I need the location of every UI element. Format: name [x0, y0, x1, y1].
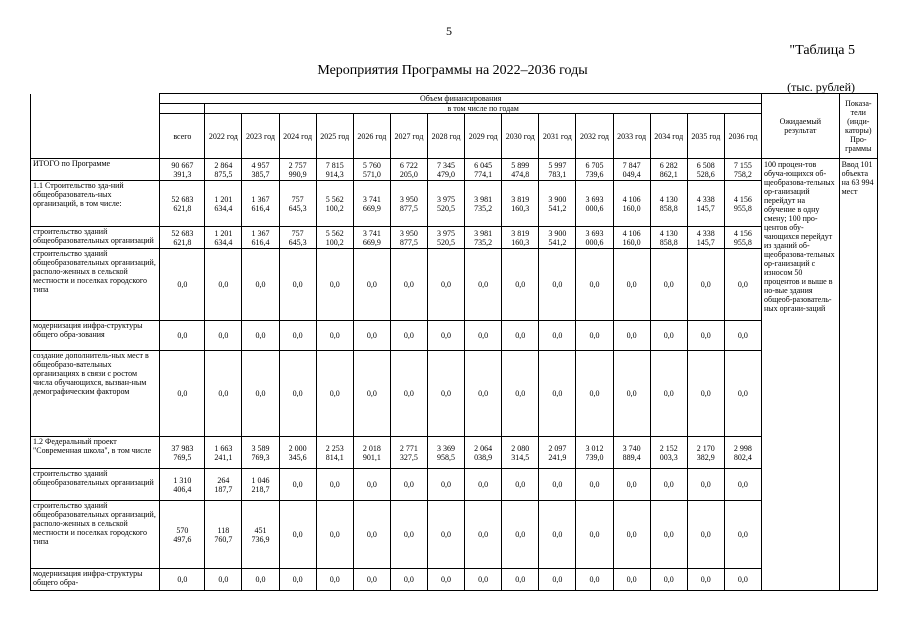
year-value-cell: 3 975 520,5	[427, 181, 464, 227]
row-label: строительство зданий общеобразовательных организаций, располо-женных в сельской местности и поселках городского типа	[31, 501, 160, 569]
year-value-cell: 451 736,9	[242, 501, 279, 569]
year-value-cell: 3 012 739,0	[576, 437, 613, 469]
year-value-cell: 2 080 314,5	[502, 437, 539, 469]
year-value-cell: 0,0	[242, 351, 279, 437]
year-value-cell: 0,0	[539, 351, 576, 437]
year-value-cell: 0,0	[613, 249, 650, 321]
total-cell: 52 683 621,8	[160, 227, 205, 249]
year-value-cell: 0,0	[539, 501, 576, 569]
year-value-cell: 0,0	[279, 321, 316, 351]
year-value-cell: 0,0	[205, 569, 242, 591]
year-value-cell: 5 562 100,2	[316, 181, 353, 227]
year-value-cell: 3 819 160,3	[502, 227, 539, 249]
year-header: 2032 год	[576, 114, 613, 159]
row-label: модернизация инфра-структуры общего обра-	[31, 569, 160, 591]
table-row	[31, 437, 878, 469]
row-label: создание дополнитель-ных мест в общеобразо-вательных организациях в связи с ростом числа обучающихся, вызван-ным демографическим фактором	[31, 351, 160, 437]
year-value-cell: 3 950 877,5	[390, 227, 427, 249]
year-value-cell: 0,0	[502, 569, 539, 591]
year-value-cell: 2 018 901,1	[353, 437, 390, 469]
year-value-cell: 0,0	[427, 351, 464, 437]
year-value-cell: 0,0	[724, 469, 761, 501]
year-value-cell: 0,0	[353, 469, 390, 501]
year-value-cell: 0,0	[205, 249, 242, 321]
year-value-cell: 0,0	[650, 501, 687, 569]
total-header-spacer	[160, 104, 205, 114]
year-value-cell: 0,0	[576, 469, 613, 501]
year-value-cell: 0,0	[687, 569, 724, 591]
year-value-cell: 264 187,7	[205, 469, 242, 501]
row-label: строительство зданий общеобразовательных организаций, располо-женных в сельской местности и поселках городского типа	[31, 249, 160, 321]
table-row	[31, 249, 878, 321]
year-value-cell: 3 589 769,3	[242, 437, 279, 469]
year-value-cell: 0,0	[613, 469, 650, 501]
year-header: 2026 год	[353, 114, 390, 159]
year-value-cell: 0,0	[650, 321, 687, 351]
year-value-cell: 0,0	[613, 351, 650, 437]
year-value-cell: 0,0	[279, 569, 316, 591]
row-label: строительство зданий общеобразовательных организаций	[31, 469, 160, 501]
year-value-cell: 2 097 241,9	[539, 437, 576, 469]
year-value-cell: 0,0	[279, 249, 316, 321]
year-value-cell: 4 338 145,7	[687, 227, 724, 249]
year-value-cell: 5 760 571,0	[353, 159, 390, 181]
year-value-cell: 4 106 160,0	[613, 227, 650, 249]
year-value-cell: 2 152 003,3	[650, 437, 687, 469]
year-value-cell: 2 998 802,4	[724, 437, 761, 469]
total-cell: 570 497,6	[160, 501, 205, 569]
year-value-cell: 6 045 774,1	[465, 159, 502, 181]
year-value-cell: 0,0	[687, 321, 724, 351]
year-value-cell: 1 201 634,4	[205, 181, 242, 227]
program-activities-table	[30, 93, 878, 591]
year-value-cell: 6 722 205,0	[390, 159, 427, 181]
year-value-cell: 0,0	[687, 469, 724, 501]
total-cell: 0,0	[160, 569, 205, 591]
year-value-cell: 0,0	[353, 501, 390, 569]
result-header: Ожидаемый результат	[762, 94, 840, 159]
year-value-cell: 3 981 735,2	[465, 181, 502, 227]
expected-result-cell: 100 процен-тов обуча-ющихся об-щеобразова-тельных ор-ганизаций перейдут на обучение в одну смену; 100 про-центов обу-чающихся перейдут из зданий об-щеобразова-тельных ор-ганизаций с износом 50 процентов и выше в но-вые здания общеоб-разователь-ных органи-заций	[762, 159, 840, 591]
year-value-cell: 3 975 520,5	[427, 227, 464, 249]
year-value-cell: 0,0	[724, 501, 761, 569]
year-value-cell: 0,0	[465, 249, 502, 321]
year-value-cell: 0,0	[353, 249, 390, 321]
year-value-cell: 1 663 241,1	[205, 437, 242, 469]
year-value-cell: 0,0	[316, 321, 353, 351]
year-value-cell: 0,0	[539, 249, 576, 321]
year-header: 2023 год	[242, 114, 279, 159]
year-value-cell: 1 201 634,4	[205, 227, 242, 249]
table-row	[31, 501, 878, 569]
total-cell: 0,0	[160, 249, 205, 321]
year-value-cell: 0,0	[576, 569, 613, 591]
year-value-cell: 757 645,3	[279, 227, 316, 249]
year-value-cell: 3 693 000,6	[576, 181, 613, 227]
year-value-cell: 0,0	[427, 569, 464, 591]
name-header-cell	[31, 94, 160, 104]
table-row	[31, 321, 878, 351]
funding-header: Объем финансирования	[160, 94, 762, 104]
total-header: всего	[160, 114, 205, 159]
year-value-cell: 0,0	[279, 501, 316, 569]
year-value-cell: 0,0	[242, 249, 279, 321]
year-value-cell: 0,0	[539, 569, 576, 591]
year-value-cell: 0,0	[390, 321, 427, 351]
year-value-cell: 3 950 877,5	[390, 181, 427, 227]
year-value-cell: 0,0	[502, 351, 539, 437]
year-value-cell: 3 741 669,9	[353, 181, 390, 227]
year-header: 2036 год	[724, 114, 761, 159]
year-value-cell: 3 819 160,3	[502, 181, 539, 227]
year-value-cell: 0,0	[465, 501, 502, 569]
year-value-cell: 0,0	[279, 469, 316, 501]
year-value-cell: 0,0	[390, 569, 427, 591]
year-value-cell: 0,0	[502, 249, 539, 321]
name-header-cell	[31, 114, 160, 159]
table-row	[31, 181, 878, 227]
document-title: Мероприятия Программы на 2022–2036 годы	[317, 63, 588, 78]
page-number: 5	[446, 24, 452, 38]
year-value-cell: 0,0	[687, 351, 724, 437]
year-value-cell: 0,0	[724, 249, 761, 321]
year-value-cell: 0,0	[390, 249, 427, 321]
total-cell: 90 667 391,3	[160, 159, 205, 181]
units-label: (тыс. рублей)	[787, 80, 855, 94]
year-value-cell: 0,0	[650, 569, 687, 591]
year-header: 2035 год	[687, 114, 724, 159]
year-value-cell: 1 367 616,4	[242, 227, 279, 249]
year-header: 2024 год	[279, 114, 316, 159]
year-value-cell: 4 156 955,8	[724, 181, 761, 227]
year-value-cell: 5 899 474,8	[502, 159, 539, 181]
year-value-cell: 0,0	[242, 569, 279, 591]
table-row	[31, 351, 878, 437]
year-value-cell: 0,0	[316, 569, 353, 591]
year-header: 2034 год	[650, 114, 687, 159]
year-value-cell: 5 562 100,2	[316, 227, 353, 249]
year-value-cell: 0,0	[576, 351, 613, 437]
year-value-cell: 0,0	[205, 321, 242, 351]
year-value-cell: 0,0	[576, 501, 613, 569]
year-value-cell: 2 000 345,6	[279, 437, 316, 469]
year-value-cell: 0,0	[390, 351, 427, 437]
total-cell: 0,0	[160, 321, 205, 351]
year-value-cell: 0,0	[650, 469, 687, 501]
year-value-cell: 3 693 000,6	[576, 227, 613, 249]
year-value-cell: 0,0	[724, 569, 761, 591]
year-value-cell: 0,0	[205, 351, 242, 437]
year-value-cell: 4 130 858,8	[650, 227, 687, 249]
year-value-cell: 0,0	[576, 249, 613, 321]
year-value-cell: 0,0	[316, 501, 353, 569]
year-value-cell: 0,0	[613, 569, 650, 591]
year-value-cell: 4 338 145,7	[687, 181, 724, 227]
year-value-cell: 0,0	[465, 569, 502, 591]
year-value-cell: 7 815 914,3	[316, 159, 353, 181]
year-value-cell: 0,0	[724, 321, 761, 351]
year-value-cell: 0,0	[242, 321, 279, 351]
total-cell: 52 683 621,8	[160, 181, 205, 227]
year-header: 2025 год	[316, 114, 353, 159]
year-value-cell: 4 957 385,7	[242, 159, 279, 181]
year-value-cell: 0,0	[427, 501, 464, 569]
year-value-cell: 6 282 862,1	[650, 159, 687, 181]
year-value-cell: 7 847 049,4	[613, 159, 650, 181]
year-value-cell: 118 760,7	[205, 501, 242, 569]
year-value-cell: 2 064 038,9	[465, 437, 502, 469]
year-header: 2028 год	[427, 114, 464, 159]
year-value-cell: 3 369 958,5	[427, 437, 464, 469]
total-cell: 37 983 769,5	[160, 437, 205, 469]
year-value-cell: 0,0	[724, 351, 761, 437]
year-value-cell: 0,0	[502, 501, 539, 569]
year-value-cell: 0,0	[465, 351, 502, 437]
year-value-cell: 0,0	[353, 569, 390, 591]
table-row	[31, 569, 878, 591]
table-label: "Таблица 5	[789, 43, 855, 58]
row-label: строительство зданий общеобразовательных организаций	[31, 227, 160, 249]
year-value-cell: 0,0	[465, 321, 502, 351]
year-header: 2022 год	[205, 114, 242, 159]
year-value-cell: 0,0	[390, 501, 427, 569]
year-value-cell: 4 106 160,0	[613, 181, 650, 227]
year-value-cell: 0,0	[390, 469, 427, 501]
year-value-cell: 2 864 875,5	[205, 159, 242, 181]
year-value-cell: 3 981 735,2	[465, 227, 502, 249]
name-header-cell	[31, 104, 160, 114]
year-value-cell: 7 155 758,2	[724, 159, 761, 181]
year-value-cell: 3 900 541,2	[539, 227, 576, 249]
year-value-cell: 5 997 783,1	[539, 159, 576, 181]
year-value-cell: 2 771 327,5	[390, 437, 427, 469]
year-header: 2030 год	[502, 114, 539, 159]
by-years-header: в том числе по годам	[205, 104, 762, 114]
year-value-cell: 0,0	[427, 321, 464, 351]
year-value-cell: 0,0	[316, 249, 353, 321]
year-value-cell: 0,0	[539, 469, 576, 501]
year-value-cell: 1 046 218,7	[242, 469, 279, 501]
year-value-cell: 3 740 889,4	[613, 437, 650, 469]
table-row	[31, 227, 878, 249]
year-value-cell: 0,0	[427, 469, 464, 501]
year-value-cell: 0,0	[650, 249, 687, 321]
year-value-cell: 0,0	[687, 501, 724, 569]
year-value-cell: 0,0	[316, 469, 353, 501]
year-value-cell: 0,0	[279, 351, 316, 437]
year-value-cell: 2 757 990,9	[279, 159, 316, 181]
total-cell: 0,0	[160, 351, 205, 437]
year-value-cell: 0,0	[539, 321, 576, 351]
row-label: модернизация инфра-структуры общего обра-зования	[31, 321, 160, 351]
year-value-cell: 0,0	[353, 321, 390, 351]
indicators-header: Показа-тели (инди-каторы) Про-граммы	[839, 94, 877, 159]
year-value-cell: 6 705 739,6	[576, 159, 613, 181]
year-value-cell: 0,0	[316, 351, 353, 437]
year-value-cell: 0,0	[613, 501, 650, 569]
row-label: 1.1 Строительство зда-ний общеобразователь-ных организаций, в том числе:	[31, 181, 160, 227]
year-value-cell: 0,0	[687, 249, 724, 321]
year-value-cell: 0,0	[650, 351, 687, 437]
year-value-cell: 757 645,3	[279, 181, 316, 227]
year-value-cell: 0,0	[465, 469, 502, 501]
indicators-cell: Ввод 101 объекта на 63 994 мест	[839, 159, 877, 591]
year-value-cell: 6 508 528,6	[687, 159, 724, 181]
year-value-cell: 2 253 814,1	[316, 437, 353, 469]
year-header: 2031 год	[539, 114, 576, 159]
row-label: 1.2 Федеральный проект "Современная школа", в том числе	[31, 437, 160, 469]
year-value-cell: 0,0	[502, 469, 539, 501]
year-value-cell: 0,0	[427, 249, 464, 321]
year-header: 2027 год	[390, 114, 427, 159]
year-value-cell: 0,0	[613, 321, 650, 351]
year-value-cell: 7 345 479,0	[427, 159, 464, 181]
year-value-cell: 4 156 955,8	[724, 227, 761, 249]
year-header: 2029 год	[465, 114, 502, 159]
table-row	[31, 469, 878, 501]
year-value-cell: 1 367 616,4	[242, 181, 279, 227]
year-value-cell: 3 741 669,9	[353, 227, 390, 249]
row-label: ИТОГО по Программе	[31, 159, 160, 181]
year-value-cell: 0,0	[576, 321, 613, 351]
year-value-cell: 0,0	[353, 351, 390, 437]
total-cell: 1 310 406,4	[160, 469, 205, 501]
year-value-cell: 0,0	[502, 321, 539, 351]
year-value-cell: 2 170 382,9	[687, 437, 724, 469]
year-value-cell: 3 900 541,2	[539, 181, 576, 227]
year-header: 2033 год	[613, 114, 650, 159]
table-row	[31, 159, 878, 181]
year-value-cell: 4 130 858,8	[650, 181, 687, 227]
